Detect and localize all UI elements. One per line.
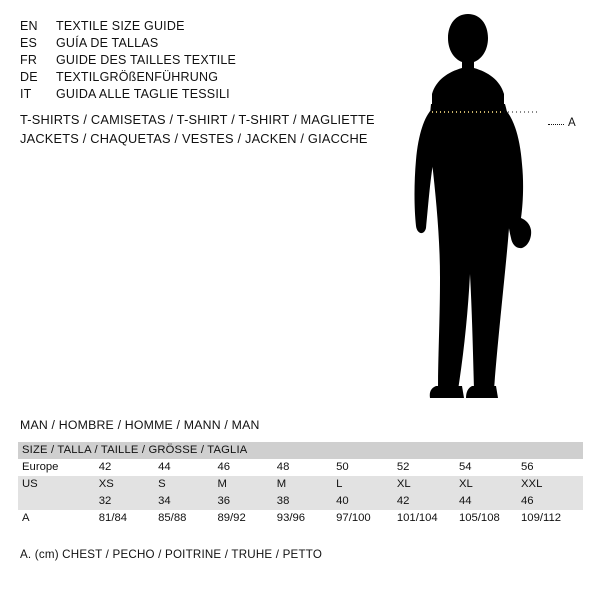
row-cell: 38 [277,493,336,510]
language-text: GUIDA ALLE TAGLIE TESSILI [56,87,230,101]
row-cell: S [158,476,217,493]
row-cell: 44 [158,459,217,476]
row-cell: M [277,476,336,493]
row-label: US [18,476,99,493]
language-header-block [20,18,390,103]
table-row [18,459,583,476]
language-row [20,18,390,35]
row-cell: 42 [99,459,158,476]
language-row [20,69,390,86]
row-cell: L [336,476,397,493]
language-row [20,86,390,103]
row-cell: 48 [277,459,336,476]
row-cell: XL [397,476,459,493]
language-code: IT [20,87,32,101]
table-gender-title: MAN / HOMBRE / HOMME / MANN / MAN [20,418,260,432]
row-cell: 46 [521,493,583,510]
row-label: A [18,510,99,527]
row-cell: 56 [521,459,583,476]
language-row [20,52,390,69]
row-cell: 81/84 [99,510,158,527]
row-cell: 109/112 [521,510,583,527]
row-cell: 54 [459,459,521,476]
product-category-block [20,110,410,148]
silhouette-icon [400,12,600,402]
language-text: GUÍA DE TALLAS [56,36,159,50]
product-line-tshirts: T-SHIRTS / CAMISETAS / T-SHIRT / T-SHIRT / MAGLIETTE [20,112,375,127]
table-row [18,510,583,527]
language-row [20,35,390,52]
row-cell: M [217,476,276,493]
language-text: TEXTILE SIZE GUIDE [56,19,185,33]
row-cell: XL [459,476,521,493]
row-cell: 42 [397,493,459,510]
row-cell: 32 [99,493,158,510]
male-silhouette-figure [400,12,600,402]
language-code: DE [20,70,38,84]
row-cell: 89/92 [217,510,276,527]
language-code: FR [20,53,38,67]
table-row [18,476,583,493]
row-cell: 46 [217,459,276,476]
table-row [18,493,583,510]
language-code: EN [20,19,38,33]
table-header-label: SIZE / TALLA / TAILLE / GRÖSSE / TAGLIA [18,442,583,459]
language-code: ES [20,36,38,50]
row-label [18,493,99,510]
row-cell: 44 [459,493,521,510]
row-cell: 101/104 [397,510,459,527]
row-cell: 40 [336,493,397,510]
language-text: GUIDE DES TAILLES TEXTILE [56,53,237,67]
row-cell: 105/108 [459,510,521,527]
measure-letter-label: A [568,117,576,129]
row-cell: 93/96 [277,510,336,527]
row-cell: XS [99,476,158,493]
product-line-jackets: JACKETS / CHAQUETAS / VESTES / JACKEN / GIACCHE [20,131,368,146]
language-text: TEXTILGRÖßENFÜHRUNG [56,70,219,84]
measure-dash-icon [548,124,564,125]
row-cell: 50 [336,459,397,476]
row-label: Europe [18,459,99,476]
table-caption: A. (cm) CHEST / PECHO / POITRINE / TRUHE / PETTO [20,548,323,561]
row-cell: 85/88 [158,510,217,527]
table-header-row [18,442,583,459]
row-cell: 36 [217,493,276,510]
size-table [18,442,583,527]
row-cell: 97/100 [336,510,397,527]
row-cell: 52 [397,459,459,476]
row-cell: XXL [521,476,583,493]
row-cell: 34 [158,493,217,510]
